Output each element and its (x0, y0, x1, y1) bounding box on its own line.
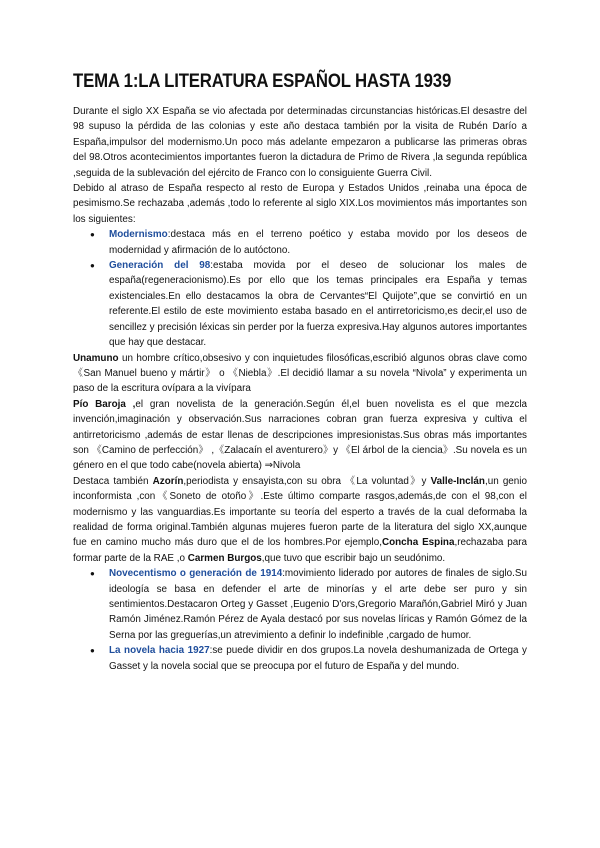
baroja-name: Pío Baroja , (73, 398, 136, 410)
text-generacion-98: :estaba movida por el deseo de solucionar los males de españa(regeneracionismo).Es por ello que los temas principales era España y temas existenciales.En ello destacamos la obra de Cervantes“El Quijote”,que se convirtió en un referente.El estilo de este movimiento estaba basado en el antirretoricismo,es decir,el uso de sencillez y precisión léxicas sin perder por la fuerza expresiva.Hay algunos autores importantes que hay que destacar. (109, 260, 527, 349)
intro-paragraph: Durante el siglo XX España se vio afectada por determinadas circunstancias históricas.El desastre del 98 supuso la pérdida de las colonias y este año destaca también por la visita de Rubén Darío a España,impulsor del modernismo.Un poco más adelante empezaron a publicarse las primeras obras del 98.Otros acontecimientos importantes fueron la dictadura de Primo de Rivera ,la segunda república ,seguida de la sublevación del ejército de Franco con lo consiguiente Guerra Civil. (73, 106, 527, 179)
azorin-name: Azorín (152, 475, 184, 487)
list-item-modernismo (109, 227, 527, 258)
text-novela-1927: :se puede dividir en dos grupos.La novela deshumanizada de Ortega y Gasset y la novela social que se preocupa por el futuro de España y del mundo. (109, 645, 527, 672)
espina-name: Concha Espina (381, 537, 455, 549)
context-paragraph: Debido al atraso de España respecto al resto de Europa y Estados Unidos ,reinaba una época de pesimismo.Se rechazaba ,además ,todo lo referente al siglo XIX.Los movimientos más importantes son los siguientes: (73, 183, 527, 225)
list-item-novecentismo (109, 566, 527, 643)
azorin-lead: Destaca también (73, 475, 153, 487)
document-body (73, 104, 527, 674)
valle-name: Valle-Inclán (430, 475, 485, 487)
list-item-novela-1927 (109, 643, 527, 674)
burgos-name: Carmen Burgos (187, 552, 262, 564)
unamuno-text: un hombre crítico,obsesivo y con inquietudes filosóficas,escribió algunos obras clave como 《San Manuel bueno y mártir》 o 《Niebla》.El decidió llamar a su novela “Nivola” y experimenta un paso de la escritura ovípara a la vivípara (73, 352, 527, 395)
later-movements-list (73, 566, 527, 674)
azorin-text-3: ,rechazaba para formar parte de la RAE ,o (73, 537, 527, 564)
azorin-text-2: ,un genio inconformista ,con《Soneto de otoño》.Este último comparte rasgos,además,de con el 98,con el modernismo y las vanguardias.Es importante su teoría del esperto a través de la cual deformaba la realidad de forma original.También algunas mujeres fueron parte de la literatura del siglo XX,aunque fue en camino mucho más duro que el de los hombres.Por ejemplo, (73, 475, 527, 549)
text-modernismo: :destaca más en el terreno poético y estaba movido por los deseos de modernidad y afirmación de lo autóctono. (109, 229, 527, 256)
azorin-text-4: ,que tuvo que escribir bajo un seudónimo. (261, 552, 446, 564)
azorin-text-1: ,periodista y ensayista,con su obra 《La voluntad》y (183, 475, 431, 487)
page-title: TEMA 1:LA LITERATURA ESPAÑOL HASTA 1939 (73, 70, 452, 92)
azorin-paragraph (73, 474, 527, 566)
unamuno-paragraph (73, 351, 527, 397)
term-generacion-98: Generación del 98 (109, 260, 211, 272)
list-item-generacion-98 (109, 258, 527, 350)
term-modernismo: Modernismo (109, 229, 168, 241)
text-novecentismo: :movimiento liderado por autores de finales de siglo.Su ideología se basa en defender el arte de minorías y el arte debe ser puro y sin sentimientos.Destacaron Orteg y Gasset ,Eugenio D'ors,Gregorio Marañón,Gabriel Miró y Juan Ramón Jiménez.Ramón Pérez de Ayala destacó por sus novelas líricas y Ramón Gómez de la Serna por las greguerías,un atrevimiento a definir lo indefinible ,cargado de humor. (109, 568, 527, 641)
term-novela-1927: La novela hacia 1927 (109, 645, 210, 657)
movements-list (73, 227, 527, 350)
unamuno-name: Unamuno (73, 352, 119, 364)
baroja-text: el gran novelista de la generación.Según él,el buen novelista es el que mezcla invención,imaginación y observación.Sus narraciones cobran gran fuerza expresiva y cultiva el antirretoricismo ,además de estar llenas de descripciones impresionistas.Sus obras más importantes son 《Camino de perfección》 ,《Zalacaín el aventurero》y 《El árbol de la ciencia》.Su novela es un género en el que todo cabe(novela abierta) ⇒Nivola (73, 398, 528, 472)
term-novecentismo: Novecentismo o generación de 1914 (109, 568, 283, 580)
baroja-paragraph (73, 397, 527, 474)
